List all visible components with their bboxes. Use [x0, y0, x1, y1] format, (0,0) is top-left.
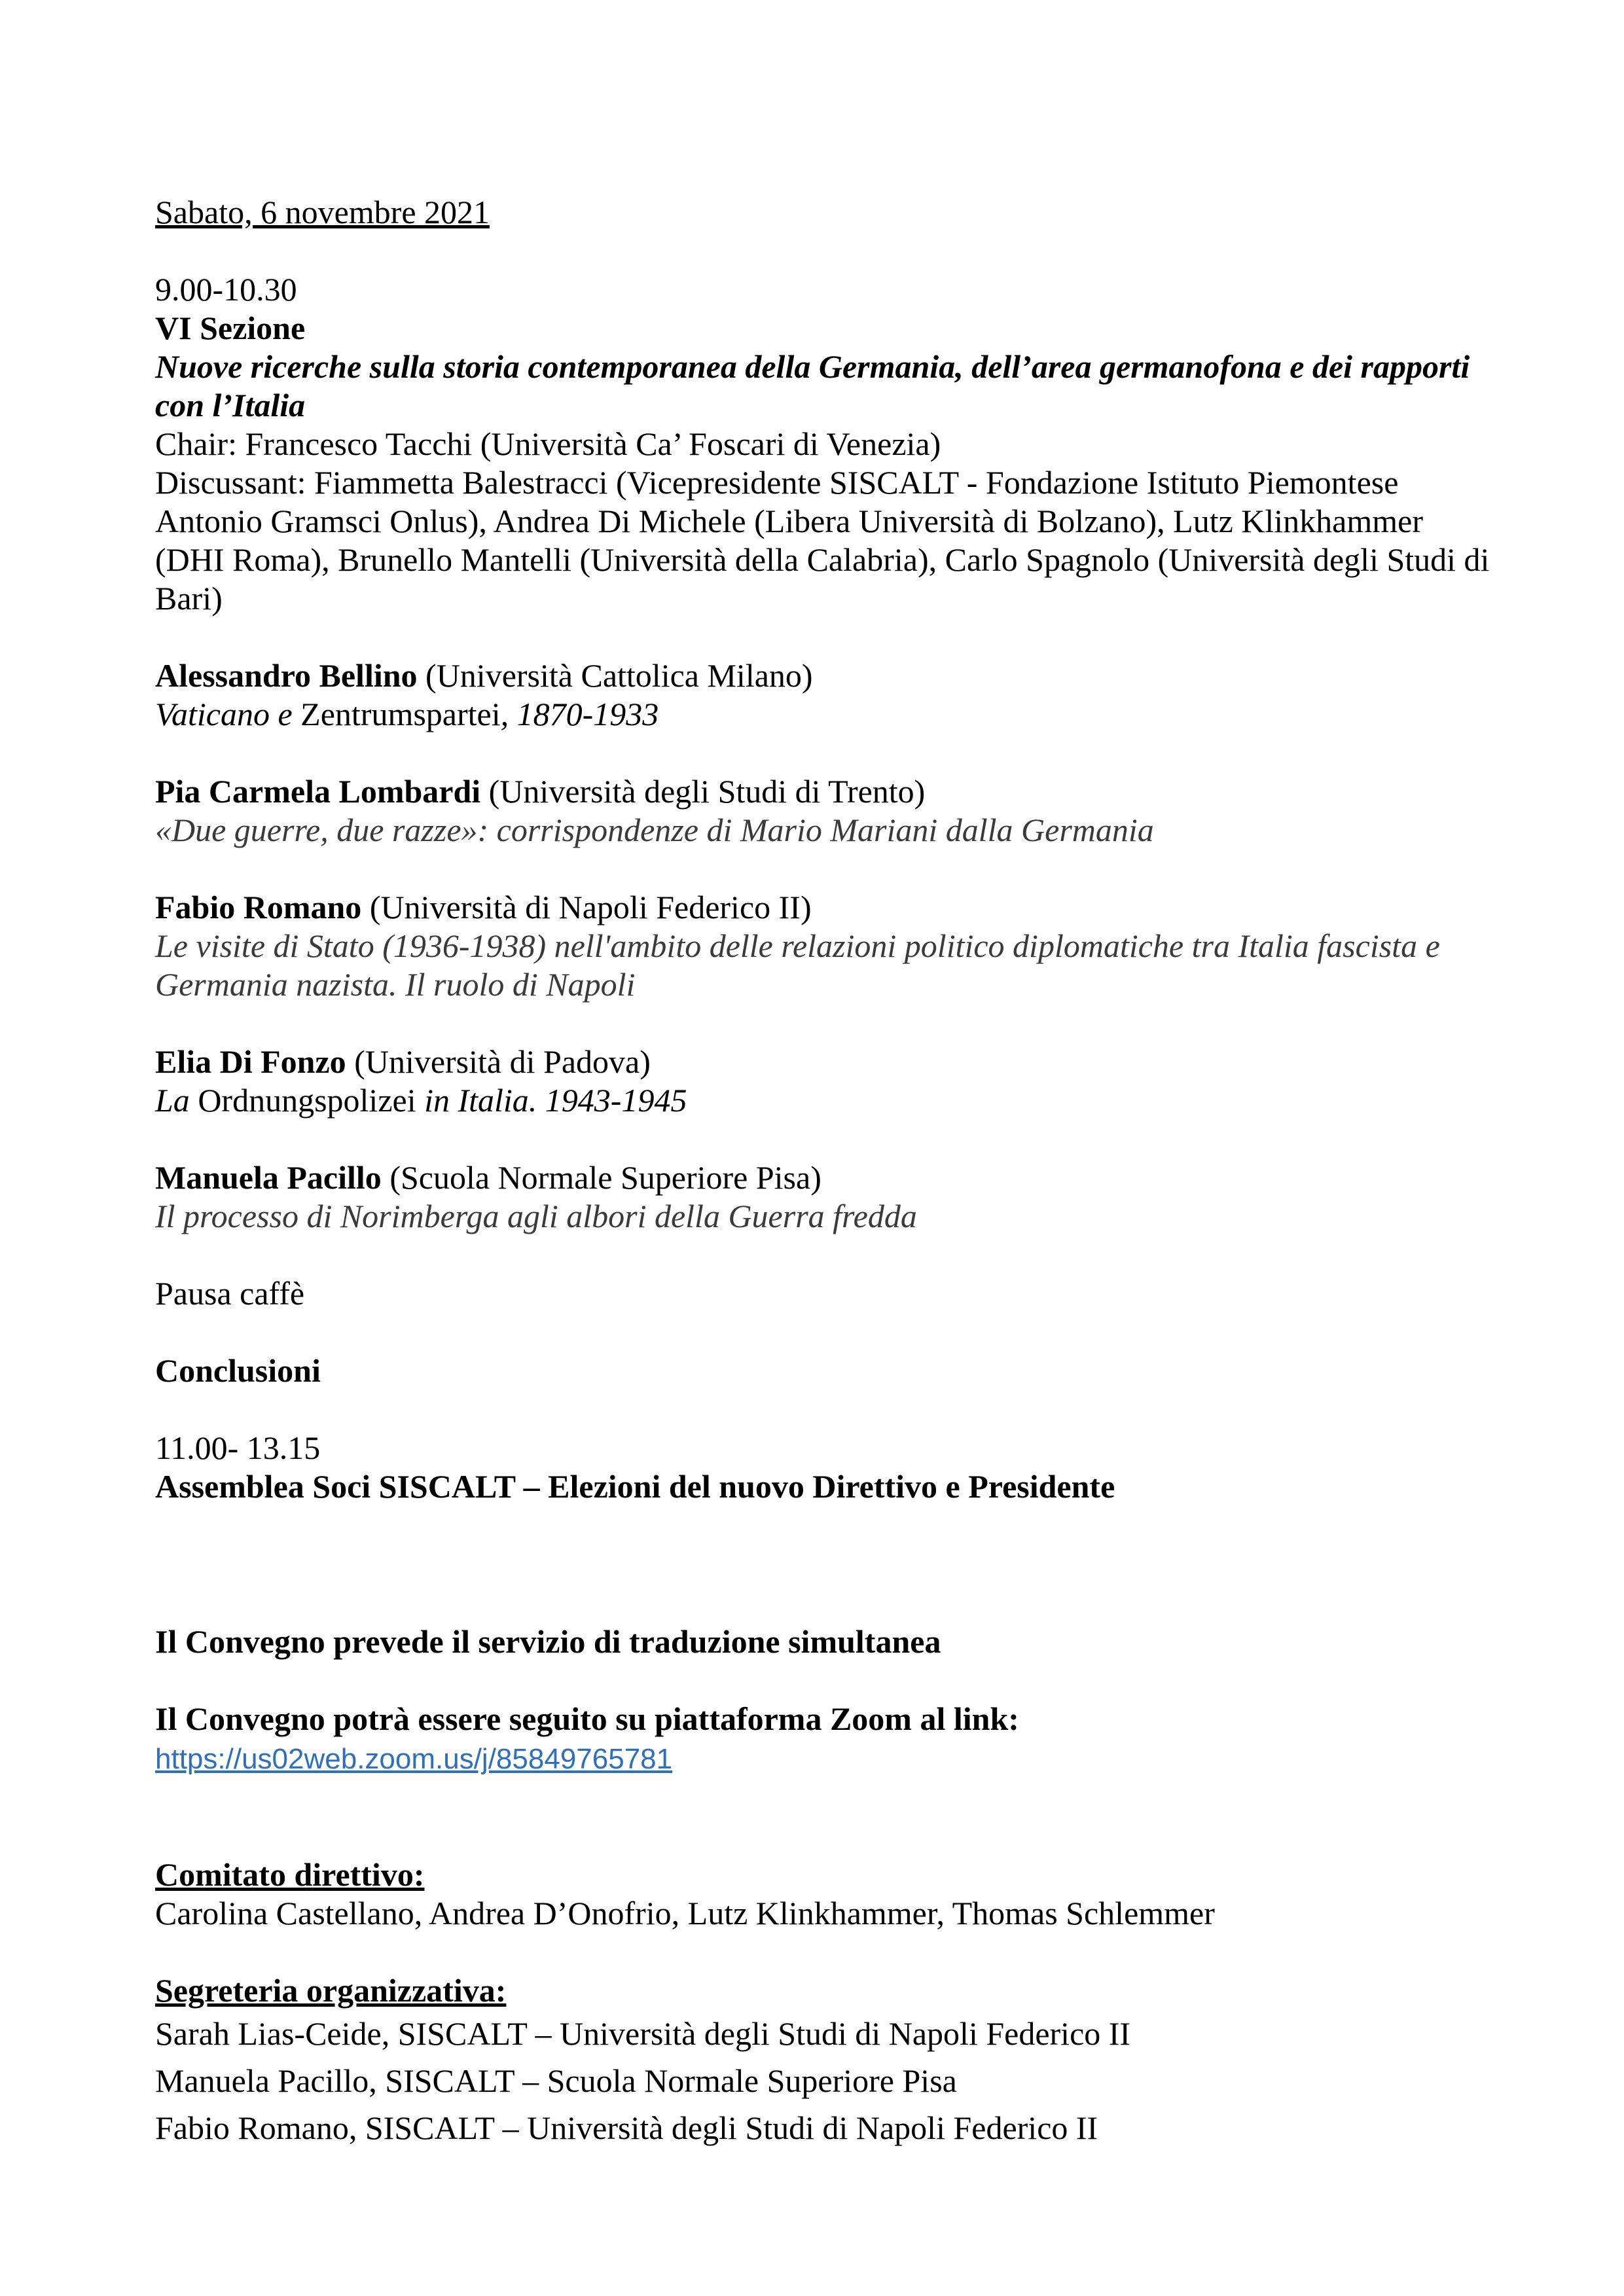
document-content — [155, 193, 1490, 2151]
talk-title: Il processo di Norimberga agli albori della Guerra fredda — [155, 1198, 917, 1234]
talk-title-part: Zentrumspartei — [300, 696, 501, 732]
speaker-line — [155, 1158, 1490, 1197]
talk-title-part: Ordnungspolizei — [198, 1082, 416, 1119]
assembly-title: Assemblea Soci SISCALT – Elezioni del nuovo Direttivo e Presidente — [155, 1468, 1115, 1505]
coffee-break: Pausa caffè — [155, 1275, 305, 1312]
session-chair: Chair: Francesco Tacchi (Università Ca’ Foscari di Venezia) — [155, 425, 941, 462]
speaker-affiliation: (Università di Napoli Federico II) — [361, 889, 812, 925]
zoom-note: Il Convegno potrà essere seguito su piattaforma Zoom al link: — [155, 1700, 1019, 1737]
speaker-name: Elia Di Fonzo — [155, 1043, 346, 1080]
speaker-affiliation: (Università di Padova) — [346, 1043, 651, 1080]
assembly-time: 11.00- 13.15 — [155, 1429, 321, 1466]
committee-heading: Comitato direttivo: — [155, 1856, 425, 1893]
session-title: Nuove ricerche sulla storia contemporanea della Germania, dell’area germanofona e dei rapporti con l’Italia — [155, 348, 1470, 423]
speaker-name: Alessandro Bellino — [155, 657, 418, 694]
speaker-affiliation: (Università Cattolica Milano) — [417, 657, 813, 694]
conclusions: Conclusioni — [155, 1352, 321, 1389]
zoom-link[interactable]: https://us02web.zoom.us/j/85849765781 — [155, 1743, 673, 1775]
date-heading: Sabato, 6 novembre 2021 — [155, 194, 490, 230]
talk-title-part: Vaticano e — [155, 696, 301, 732]
speaker-name: Fabio Romano — [155, 889, 362, 925]
talk-title-part: , 1870-1933 — [500, 696, 659, 732]
translation-note: Il Convegno prevede il servizio di traduzione simultanea — [155, 1623, 941, 1660]
speaker-line — [155, 656, 1490, 695]
speaker-line — [155, 888, 1490, 927]
session-section: VI Sezione — [155, 310, 306, 346]
secretariat-member: Fabio Romano, SISCALT – Università degli Studi di Napoli Federico II — [155, 2109, 1098, 2146]
speaker-name: Pia Carmela Lombardi — [155, 773, 481, 810]
session-discussant: Discussant: Fiammetta Balestracci (Vicepresidente SISCALT - Fondazione Istituto Piemontese Antonio Gramsci Onlus), Andrea Di Michele (Libera Università di Bolzano), Lutz Klinkhammer (DHI Roma), Brunello Mantelli (Università della Calabria), Carlo Spagnolo (Università degli Studi di Bari) — [155, 464, 1490, 617]
secretariat-member: Sarah Lias-Ceide, SISCALT – Università degli Studi di Napoli Federico II — [155, 2015, 1131, 2052]
speaker-line — [155, 772, 1490, 811]
talk-title: Le visite di Stato (1936-1938) nell'ambito delle relazioni politico diplomatiche tra Italia fascista e Germania nazista. Il ruolo di Napoli — [155, 927, 1440, 1003]
speaker-line — [155, 1043, 1490, 1081]
talk-title-part: La — [155, 1082, 198, 1119]
secretariat-member: Manuela Pacillo, SISCALT – Scuola Normale Superiore Pisa — [155, 2062, 957, 2099]
speaker-name: Manuela Pacillo — [155, 1159, 382, 1196]
talk-title — [155, 695, 1490, 734]
session-time: 9.00-10.30 — [155, 271, 297, 308]
talk-title-part: in Italia. 1943-1945 — [416, 1082, 687, 1119]
committee-members: Carolina Castellano, Andrea D’Onofrio, Lutz Klinkhammer, Thomas Schlemmer — [155, 1895, 1215, 1931]
speaker-affiliation: (Università degli Studi di Trento) — [480, 773, 926, 810]
secretariat-heading: Segreteria organizzativa: — [155, 1972, 507, 2009]
talk-title: «Due guerre, due razze»: corrispondenze di Mario Mariani dalla Germania — [155, 812, 1154, 848]
talk-title — [155, 1081, 1490, 1120]
speaker-affiliation: (Scuola Normale Superiore Pisa) — [381, 1159, 821, 1196]
